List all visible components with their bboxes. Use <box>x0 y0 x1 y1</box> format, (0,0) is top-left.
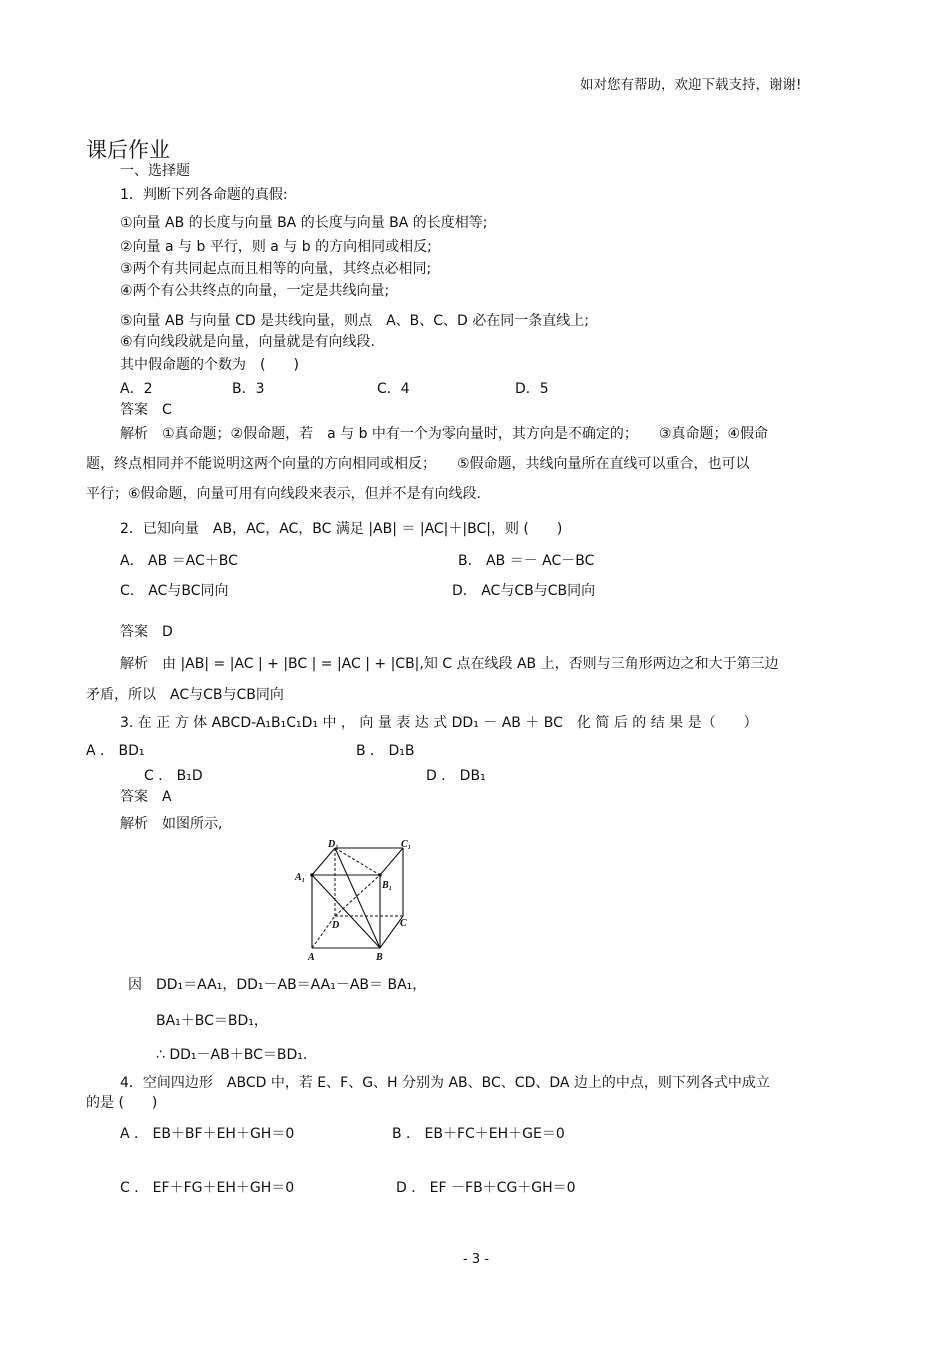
cube-figure <box>290 838 420 964</box>
vertex-dot <box>378 873 382 877</box>
q3-analysis: 解析 如图所示, <box>120 816 223 832</box>
vertex-label: B₁ <box>382 880 393 891</box>
q1-analysis-line: 题，终点相同并不能说明这两个向量的方向相同或相反； ⑤假命题，共线向量所在直线可以重合，也可以 <box>86 456 750 472</box>
q1-option-a: A．2 <box>120 381 153 397</box>
q2-option-b: B． AB ＝－ AC－BC <box>458 553 595 569</box>
vertex-label: D <box>332 920 340 931</box>
q4-stem-line: 4．空间四边形 ABCD 中，若 E、F、G、H 分别为 AB、BC、CD、DA 边上的中点，则下列各式中成立 <box>120 1075 770 1091</box>
q3-option-a: A ． BD₁ <box>86 743 145 759</box>
q1-answer: 答案 C <box>120 402 172 418</box>
q4-option-a: A ． EB＋BF＋EH＋GH＝0 <box>120 1126 295 1142</box>
page-title: 课后作业 <box>86 138 170 162</box>
q1-option-d: D．5 <box>515 381 549 397</box>
q2-option-d: D． AC与CB与CB同向 <box>452 583 596 599</box>
vertex-dot <box>310 873 314 877</box>
vertex-label: D₁ <box>328 839 339 850</box>
vertex-label: C₁ <box>401 839 412 850</box>
q3-option-d: D ． DB₁ <box>426 768 486 784</box>
q1-option-b: B．3 <box>232 381 265 397</box>
q1-analysis-line: 平行；⑥假命题，向量可用有向线段来表示，但并不是有向线段. <box>86 486 481 502</box>
q4-option-c: C ． EF＋FG＋EH＋GH＝0 <box>120 1180 295 1196</box>
header-note: 如对您有帮助，欢迎下载支持，谢谢! <box>580 77 802 93</box>
q1-item: ⑥有向线段就是向量，向量就是有向线段. <box>120 334 375 350</box>
q1-item: ③两个有共同起点而且相等的向量，其终点必相同; <box>120 261 432 277</box>
q1-option-c: C．4 <box>377 381 410 397</box>
cube-edge <box>312 848 335 875</box>
q1-prompt: 其中假命题的个数为 ( ) <box>120 357 299 373</box>
page-number: - 3 - <box>463 1252 489 1267</box>
q3-stem: 3. 在 正 方 体 ABCD-A₁B₁C₁D₁ 中 ， 向 量 表 达 式 DD₁ － AB ＋ BC 化 简 后 的 结 果 是（ ） <box>120 715 758 731</box>
section-heading: 一、选择题 <box>120 163 190 179</box>
cube-edge <box>380 848 403 875</box>
q2-option-a: A． AB ＝AC＋BC <box>120 553 238 569</box>
q1-item: ②向量 a 与 b 平行，则 a 与 b 的方向相同或相反; <box>120 239 432 255</box>
q3-option-b: B ． D₁B <box>356 743 415 759</box>
cube-diagonal <box>335 848 380 948</box>
cube-hidden-edge <box>335 848 380 875</box>
q2-option-c: C． AC与BC同向 <box>120 583 229 599</box>
q4-option-d: D ． EF －FB＋CG＋GH＝0 <box>396 1180 576 1196</box>
q3-answer: 答案 A <box>120 789 172 805</box>
cube-diagonal <box>312 875 380 948</box>
vertex-label: A₁ <box>295 872 306 883</box>
q4-stem-line: 的是 ( ) <box>86 1095 158 1111</box>
vertex-label: A <box>308 952 315 963</box>
q1-analysis-line: 解析 ①真命题；②假命题，若 a 与 b 中有一个为零向量时，其方向是不确定的； ③真命题；④假命 <box>120 426 769 442</box>
q3-step: ∴ DD₁－AB＋BC＝BD₁. <box>156 1047 308 1063</box>
q2-analysis-line: 解析 由 |AB| = |AC | + |BC | = |AC | + |CB|,知 C 点在线段 AB 上，否则与三角形两边之和大于第三边 <box>120 656 779 672</box>
q3-step: BA₁＋BC＝BD₁， <box>156 1013 268 1029</box>
q3-step: 因 DD₁＝AA₁，DD₁－AB＝AA₁－AB＝ BA₁， <box>128 977 427 993</box>
q4-option-b: B ． EB＋FC＋EH＋GE＝0 <box>392 1126 565 1142</box>
q1-stem: 1．判断下列各命题的真假: <box>120 187 288 203</box>
vertex-label: C <box>400 918 407 929</box>
q1-item: ④两个有公共终点的向量，一定是共线向量; <box>120 283 390 299</box>
cube-hidden-edge <box>335 875 380 916</box>
q1-item: ⑤向量 AB 与向量 CD 是共线向量，则点 A、B、C、D 必在同一条直线上; <box>120 313 589 329</box>
q2-answer: 答案 D <box>120 624 173 640</box>
q1-item: ①向量 AB 的长度与向量 BA 的长度与向量 BA 的长度相等; <box>120 215 488 231</box>
q2-stem: 2．已知向量 AB，AC，AC，BC 满足 |AB| ＝ |AC|＋|BC|，则 ( ) <box>120 521 563 537</box>
vertex-label: B <box>376 952 383 963</box>
q2-analysis-line: 矛盾，所以 AC与CB与CB同向 <box>86 687 284 703</box>
q3-option-c: C ． B₁D <box>144 768 203 784</box>
